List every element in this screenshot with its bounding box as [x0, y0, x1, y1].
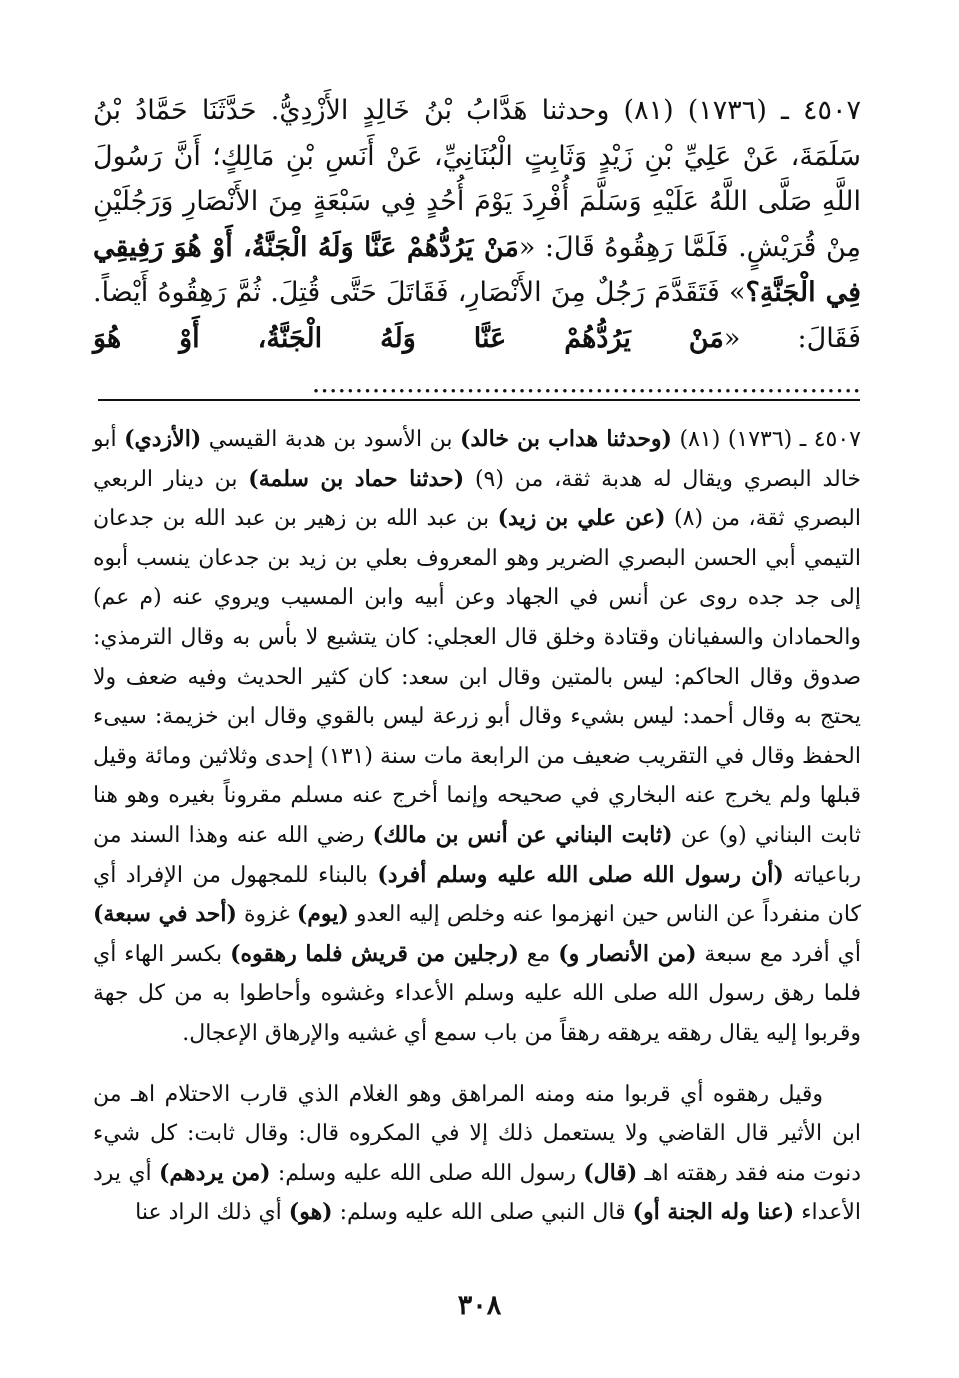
commentary-bold-segment: (ثابت البناني عن أنس بن مالك)	[372, 821, 673, 848]
commentary-text-segment: غزوة	[236, 902, 297, 928]
hadith-text-segment: ٤٥٠٧ ـ (١٧٣٦) (٨١) وحدثنا هَدَّابُ بْنُ خَالِدٍ الأَزْدِيُّ. حَدَّثَنَا حَمَّادُ بْنُ سَلَمَةَ، عَنْ عَلِيِّ بْنِ زَيْدٍ وَثَابِتٍ الْبُنَانِيِّ، عَنْ أَنَسِ بْنِ مَالِكٍ؛ أَنَّ رَسُولَ اللَّهِ صَلَّى اللَّهُ عَلَيْهِ وَسَلَّمَ أُفْرِدَ يَوْمَ أُحُدٍ فِي سَبْعَةٍ مِنَ الأَنْصَارِ وَرَجُلَيْنِ مِنْ قُرَيْشٍ. فَلَمَّا رَهِقُوهُ قَالَ: «	[93, 95, 862, 263]
commentary-text-segment: بكسر الهاء أي فلما رهق رسول الله صلى الله عليه وسلم الأعداء وغشوه وأحاطوا به من كل جهة وقربوا إليه يقال رهقه يرهقه رهقاً من باب سمع أي غشيه والإرهاق الإعجال.	[93, 941, 861, 1046]
commentary-bold-segment: (حدثنا حماد بن سلمة)	[248, 465, 465, 492]
commentary-bold-segment: (الأزدي)	[124, 426, 202, 452]
hadith-bold-segment: مَنْ يَرُدُّهُمْ عَنَّا وَلَهُ الْجَنَّةُ، أَوْ هُوَ رَفِيقِي فِي الْجَنَّةِ؟	[93, 231, 861, 308]
ellipsis-dots: ................................................................	[311, 368, 861, 399]
commentary-text	[93, 420, 861, 1233]
commentary-text-segment: بن دينار الربعي البصري ثقة، من (٨)	[93, 466, 861, 532]
commentary-bold-segment: (عن علي بن زيد)	[497, 505, 666, 532]
commentary-bold-segment: (قال)	[583, 1159, 638, 1186]
commentary-bold-segment: (من يردهم)	[158, 1159, 271, 1186]
commentary-paragraph	[93, 420, 861, 1054]
commentary-bold-segment: (أن رسول الله صلى الله عليه وسلم أفرد)	[377, 861, 784, 888]
commentary-text-segment: أي أفرد مع سبعة	[696, 941, 862, 967]
commentary-bold-segment: (رجلين من قريش فلما رهقوه)	[230, 940, 519, 967]
commentary-bold-segment: (من الأنصار و)	[558, 940, 697, 967]
commentary-bold-segment: (أحد في سبعة)	[93, 901, 237, 928]
hadith-paragraph	[93, 88, 861, 407]
commentary-text-segment: ٤٥٠٧ ـ (١٧٣٦) (٨١)	[671, 427, 861, 452]
commentary-text-segment: بالبناء للمجهول من الإفراد أي كان منفرداً عن الناس حين انهزموا عنه وخلص إليه العدو	[93, 862, 862, 928]
commentary-text-segment: وقيل رهقوه أي قربوا منه ومنه المراهق وهو الغلام الذي قارب الاحتلام اهـ من ابن الأثير قال القاضي ولا يستعمل ذلك إلا في المكروه قال: وقال ثابت: كل شيء دنوت منه فقد رهقته اهـ	[93, 1081, 862, 1186]
commentary-text-segment: أي يرد الأعداء	[93, 1160, 861, 1226]
commentary-text-segment: رسول الله صلى الله عليه وسلم:	[270, 1160, 584, 1186]
commentary-bold-segment: (عنا وله الجنة أو)	[632, 1199, 795, 1226]
page-number: ٣٠٨	[457, 1290, 502, 1321]
commentary-text-segment: أبو خالد البصري ويقال له هدبة ثقة، من (٩)	[93, 427, 862, 492]
commentary-bold-segment: (هو)	[288, 1199, 333, 1226]
commentary-text-segment: أي ذلك الراد عنا	[135, 1200, 289, 1226]
commentary-text-segment: بن الأسود بن هدبة القيسي	[201, 427, 460, 452]
commentary-text-segment: بن عبد الله بن زهير بن عبد الله بن جدعان التيمي أبي الحسن البصري الضرير وهو المعروف بعلي بن زيد بن جدعان ينسب أبوه إلى جد جده روى عن أنس في الجهاد وعن أبيه وابن المسيب ويروي عنه (م عم) والحمادان والسفيانان وقتادة وخلق قال العجلي: كان يتشيع لا بأس به وقال الترمذي: صدوق وقال الحاكم: ليس بالمتين وقال ابن سعد: كان كثير الحديث وفيه ضعف ولا يحتج به وقال أحمد: ليس بشيء وقال أبو زرعة ليس بالقوي وقال ابن خزيمة: سيىء الحفظ وقال في التقريب ضعيف من الرابعة مات سنة (١٣١) إحدى وثلاثين ومائة وقيل قبلها ولم يخرج عنه البخاري في صحيحه وإنما أخرج عنه مسلم مقروناً بغيره وهو هنا ثابت البناني (و) عن	[93, 506, 861, 848]
commentary-text-segment: مع	[518, 941, 559, 967]
hadith-bold-segment: مَنْ يَرُدُّهُمْ عَنَّا وَلَهُ الْجَنَّةُ، أَوْ هُوَ	[93, 322, 724, 354]
commentary-text-segment: رضي الله عنه وهذا السند من رباعياته	[93, 822, 861, 888]
commentary-paragraph	[93, 1075, 861, 1233]
commentary-bold-segment: (وحدثنا هداب بن خالد)	[459, 426, 672, 452]
hadith-text-segment: » فَتَقَدَّمَ رَجُلٌ مِنَ الأَنْصَارِ، فَقَاتَلَ حَتَّى قُتِلَ. ثُمَّ رَهِقُوهُ أَيْضاً. فَقَالَ: «	[93, 277, 861, 354]
footnote-divider	[98, 399, 860, 401]
commentary-bold-segment: (يوم)	[296, 901, 349, 928]
commentary-text-segment: قال النبي صلى الله عليه وسلم:	[332, 1200, 633, 1226]
hadith-text	[93, 88, 861, 407]
